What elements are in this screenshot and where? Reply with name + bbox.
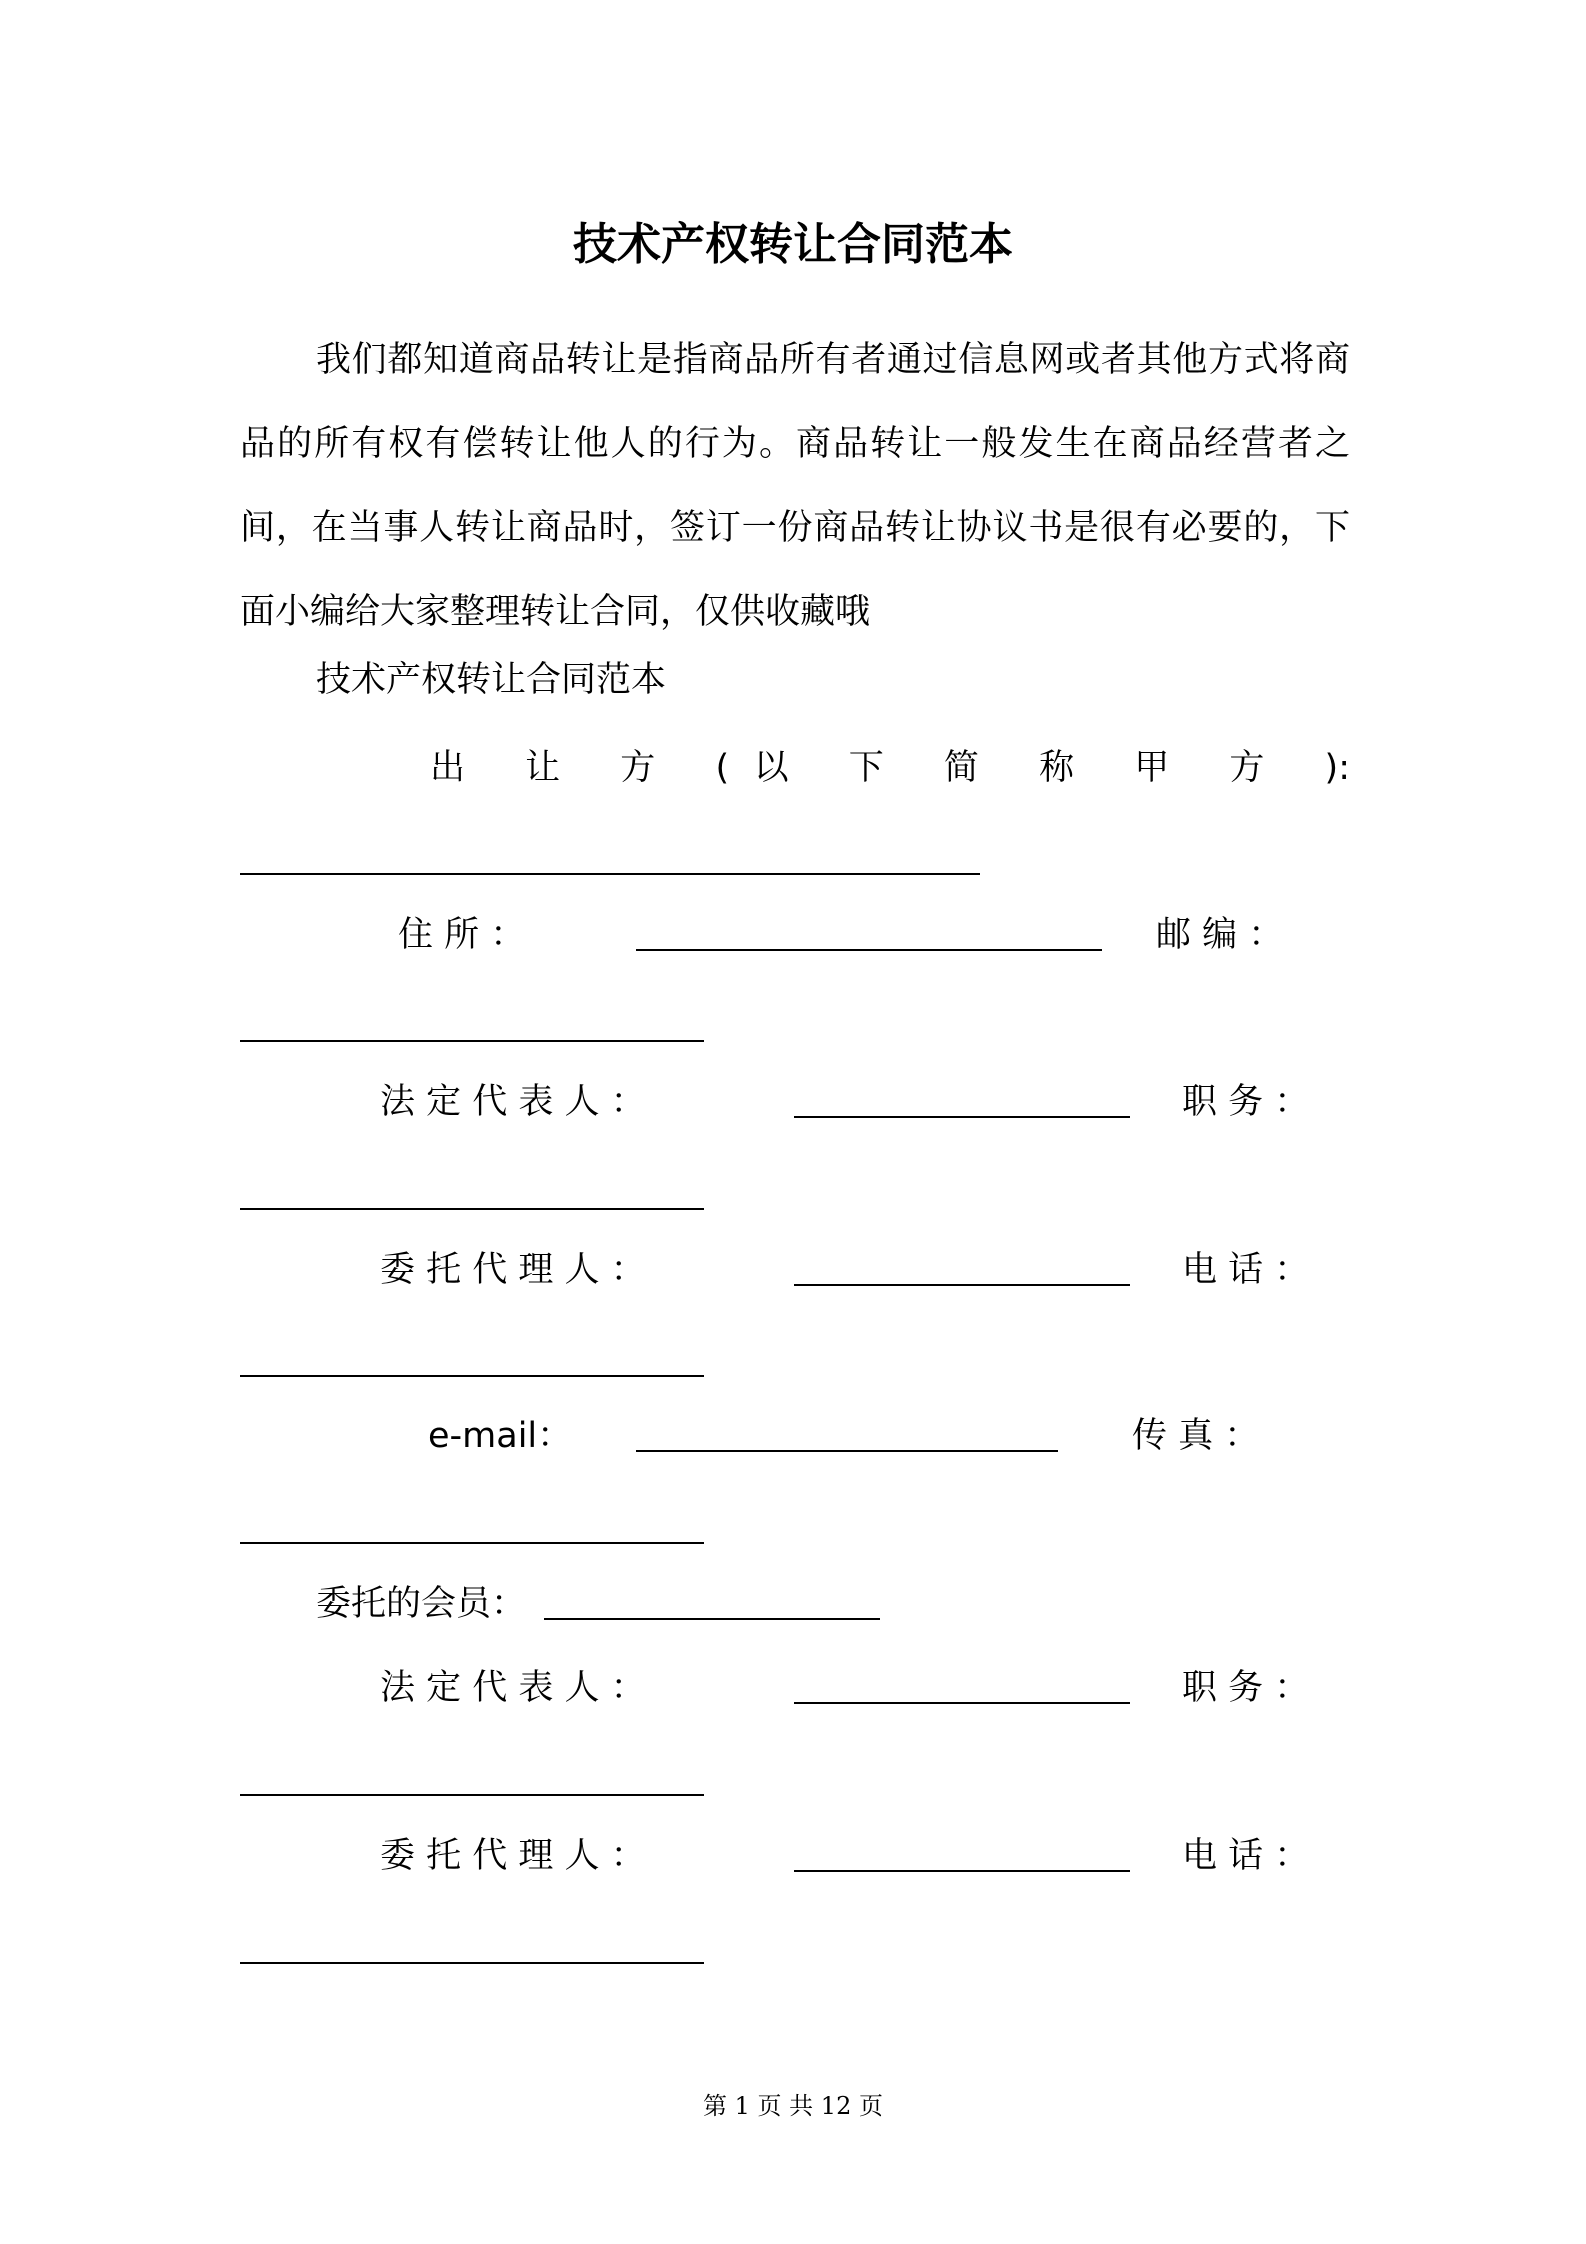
address-label: 住 所 ： (398, 915, 526, 955)
fax-label: 传 真 ： (1132, 1416, 1260, 1456)
document-title: 技术产权转让合同范本 (573, 219, 1013, 270)
member-row (240, 1574, 1350, 1634)
agent-row (240, 1240, 1350, 1300)
address-row (240, 905, 1350, 965)
section-subtitle: 技术产权转让合同范本 (316, 660, 667, 700)
position-blank[interactable] (240, 1208, 704, 1210)
position-label: 职 务 ： (1182, 1082, 1310, 1122)
agent-blank[interactable] (794, 1284, 1130, 1286)
legal-rep-blank[interactable] (794, 1116, 1130, 1118)
legal-rep-label: 法 定 代 表 人 ： (380, 1082, 646, 1122)
phone-blank[interactable] (240, 1375, 704, 1377)
party-a-name-blank[interactable] (240, 873, 980, 875)
position-label-2: 职 务 ： (1182, 1668, 1310, 1708)
postcode-label: 邮 编 ： (1156, 915, 1284, 955)
agent-label-2: 委 托 代 理 人 ： (380, 1836, 646, 1876)
position-blank-2[interactable] (240, 1794, 704, 1796)
email-blank[interactable] (636, 1450, 1058, 1452)
legal-rep-label-2: 法 定 代 表 人 ： (380, 1668, 646, 1708)
intro-paragraph: 我们都知道商品转让是指商品所有者通过信息网或者其他方式将商品的所有权有偿转让他人的行为。商品转让一般发生在商品经营者之间，在当事人转让商品时，签订一份商品转让协议书是很有必要的，下面小编给大家整理转让合同，仅供收藏哦 (240, 340, 1350, 632)
agent-label: 委 托 代 理 人 ： (380, 1250, 646, 1290)
page-footer: 第 1 页 共 12 页 (703, 2092, 883, 2120)
phone-label: 电 话 ： (1182, 1250, 1310, 1290)
agent-row-2 (240, 1826, 1350, 1886)
member-blank[interactable] (544, 1618, 880, 1620)
phone-label-2: 电 话 ： (1182, 1836, 1310, 1876)
agent-blank-2[interactable] (794, 1870, 1130, 1872)
legal-rep-blank-2[interactable] (794, 1702, 1130, 1704)
postcode-blank[interactable] (240, 1040, 704, 1042)
member-label: 委托的会员： (316, 1584, 527, 1624)
email-row (240, 1406, 1350, 1466)
address-blank[interactable] (636, 949, 1102, 951)
party-a-heading: 出 让 方 (以 下 简 称 甲 方 ): (430, 748, 1350, 788)
legal-rep-row (240, 1072, 1350, 1132)
fax-blank[interactable] (240, 1542, 704, 1544)
email-label: e-mail： (428, 1416, 573, 1456)
legal-rep-row-2 (240, 1658, 1350, 1718)
phone-blank-2[interactable] (240, 1962, 704, 1964)
